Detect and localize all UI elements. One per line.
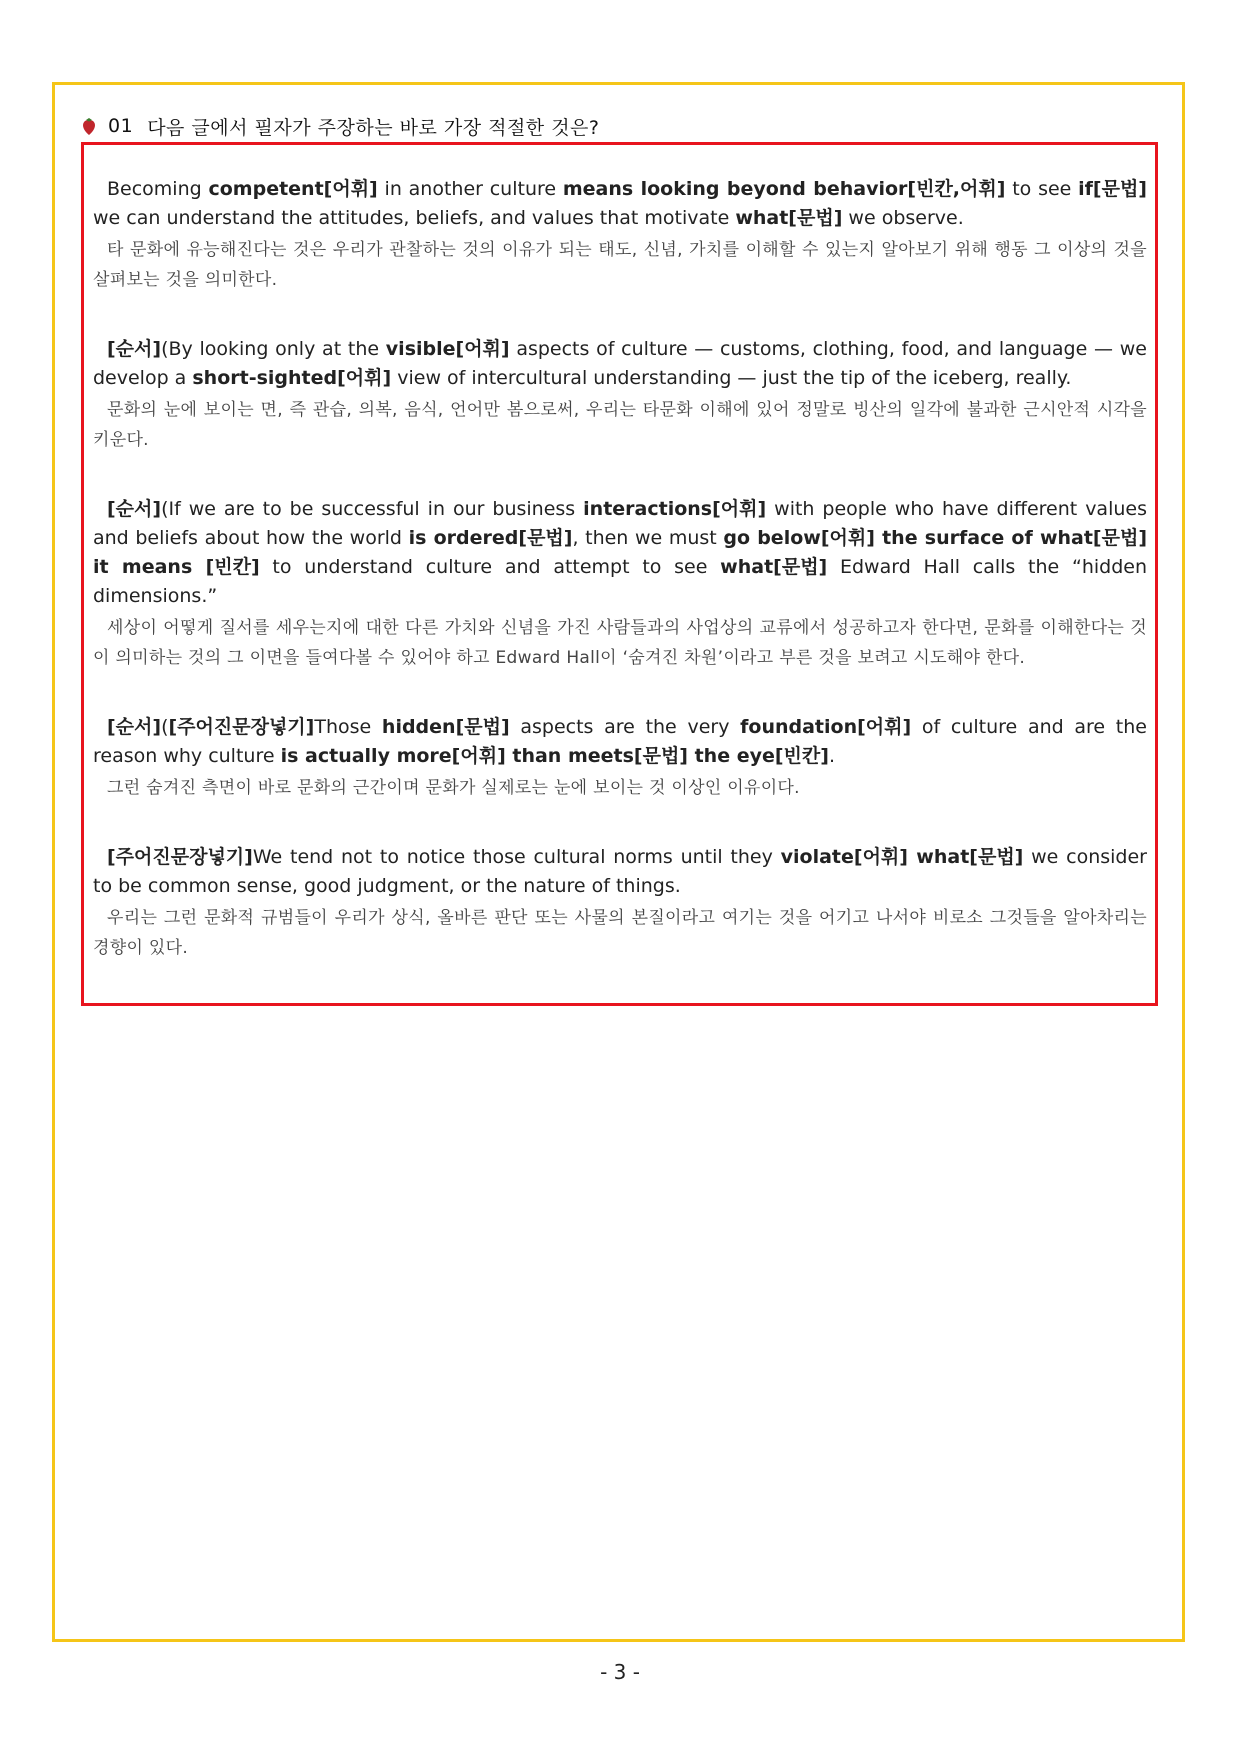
english-sentence — [93, 843, 1147, 901]
annotated-term: [순서] — [107, 716, 162, 738]
text-run: Edward Hall calls the “hidden dimensions.” — [93, 556, 1147, 607]
korean-translation — [93, 395, 1147, 455]
text-run: we observe. — [842, 207, 964, 229]
text-run: (By looking only at the — [161, 338, 386, 360]
english-sentence — [93, 713, 1147, 771]
text-run: ( — [161, 716, 169, 738]
passage-paragraph — [93, 843, 1147, 963]
annotated-term: [순서] — [107, 338, 162, 360]
passage-list — [93, 175, 1147, 963]
text-run: of culture and are the reason why culture — [93, 716, 1147, 767]
annotated-term: [주어진문장넣기] — [107, 846, 253, 868]
korean-text: 세상이 어떻게 질서를 세우는지에 대한 다른 가치와 신념을 가진 사람들과의 사업상의 교류에서 성공하고자 한다면, 문화를 이해한다는 것이 의미하는 것의 그 이면을 들여다볼 수 있어야 하고 Edward Hall이 ‘숨겨진 차원’이라고 부른 것을 보려고 시도해야 한다. — [93, 618, 1147, 668]
text-run: to see — [1005, 178, 1079, 200]
korean-text: 그런 숨겨진 측면이 바로 문화의 근간이며 문화가 실제로는 눈에 보이는 것 이상인 이유이다. — [107, 778, 800, 798]
text-run: Those — [314, 716, 382, 738]
question-text: 다음 글에서 필자가 주장하는 바로 가장 적절한 것은? — [147, 116, 600, 139]
question-number: 01 — [108, 115, 134, 137]
korean-text: 타 문화에 유능해진다는 것은 우리가 관찰하는 것의 이유가 되는 태도, 신념, 가치를 이해할 수 있는지 알아보기 위해 행동 그 이상의 것을 살펴보는 것을 의미한다. — [93, 240, 1147, 290]
passage-paragraph — [93, 495, 1147, 673]
text-run: view of intercultural understanding — just the tip of the iceberg, really. — [391, 367, 1072, 389]
korean-translation — [93, 773, 1147, 803]
text-run: , then we must — [572, 527, 724, 549]
annotated-term: what[문법] — [720, 556, 828, 578]
page-number: - 3 - — [600, 1660, 640, 1684]
text-run: with people who have different values and beliefs about how the world — [93, 498, 1147, 549]
annotated-term: interactions[어휘] — [583, 498, 767, 520]
annotated-term: means looking beyond behavior[빈칸,어휘] — [562, 178, 1006, 200]
annotated-term: short-sighted[어휘] — [192, 367, 392, 389]
text-run: in another culture — [377, 178, 563, 200]
annotated-term: [순서] — [107, 498, 162, 520]
korean-translation — [93, 903, 1147, 963]
passage-box — [81, 142, 1158, 1006]
korean-text: 우리는 그런 문화적 규범들이 우리가 상식, 올바른 판단 또는 사물의 본질이라고 여기는 것을 어기고 나서야 비로소 그것들을 알아차리는 경향이 있다. — [93, 908, 1147, 958]
annotated-term: go below[어휘] the surface of what[문법] it means [빈칸] — [93, 527, 1147, 578]
english-sentence — [93, 335, 1147, 393]
annotated-term: foundation[어휘] — [740, 716, 912, 738]
text-run: aspects of culture — customs, clothing, food, and language — we develop a — [93, 338, 1147, 389]
annotated-term: if[문법] — [1078, 178, 1147, 200]
annotated-term: violate[어휘] what[문법] — [780, 846, 1024, 868]
annotated-term: is ordered[문법] — [408, 527, 573, 549]
text-run: We tend not to notice those cultural norms until they — [252, 846, 781, 868]
annotated-term: competent[어휘] — [208, 178, 378, 200]
passage-paragraph — [93, 335, 1147, 455]
passage-paragraph — [93, 713, 1147, 803]
text-run: Becoming — [107, 178, 209, 200]
text-run: we consider to be common sense, good judgment, or the nature of things. — [93, 846, 1147, 897]
annotated-term: [주어진문장넣기] — [168, 716, 315, 738]
question-line — [82, 112, 599, 140]
strawberry-bullet-icon — [82, 117, 96, 136]
english-sentence — [93, 175, 1147, 233]
text-run: to understand culture and attempt to see — [259, 556, 721, 578]
annotated-term: is actually more[어휘] than meets[문법] the eye[빈칸] — [280, 745, 829, 767]
korean-text: 문화의 눈에 보이는 면, 즉 관습, 의복, 음식, 언어만 봄으로써, 우리는 타문화 이해에 있어 정말로 빙산의 일각에 불과한 근시안적 시각을 키운다. — [93, 400, 1147, 450]
text-run: . — [828, 745, 835, 767]
korean-translation — [93, 235, 1147, 295]
text-run: aspects are the very — [509, 716, 741, 738]
passage-paragraph — [93, 175, 1147, 295]
annotated-term: what[문법] — [735, 207, 843, 229]
text-run: we can understand the attitudes, beliefs, and values that motivate — [93, 207, 736, 229]
annotated-term: hidden[문법] — [381, 716, 510, 738]
korean-translation — [93, 613, 1147, 673]
text-run: (If we are to be successful in our business — [161, 498, 584, 520]
annotated-term: visible[어휘] — [385, 338, 510, 360]
english-sentence — [93, 495, 1147, 611]
